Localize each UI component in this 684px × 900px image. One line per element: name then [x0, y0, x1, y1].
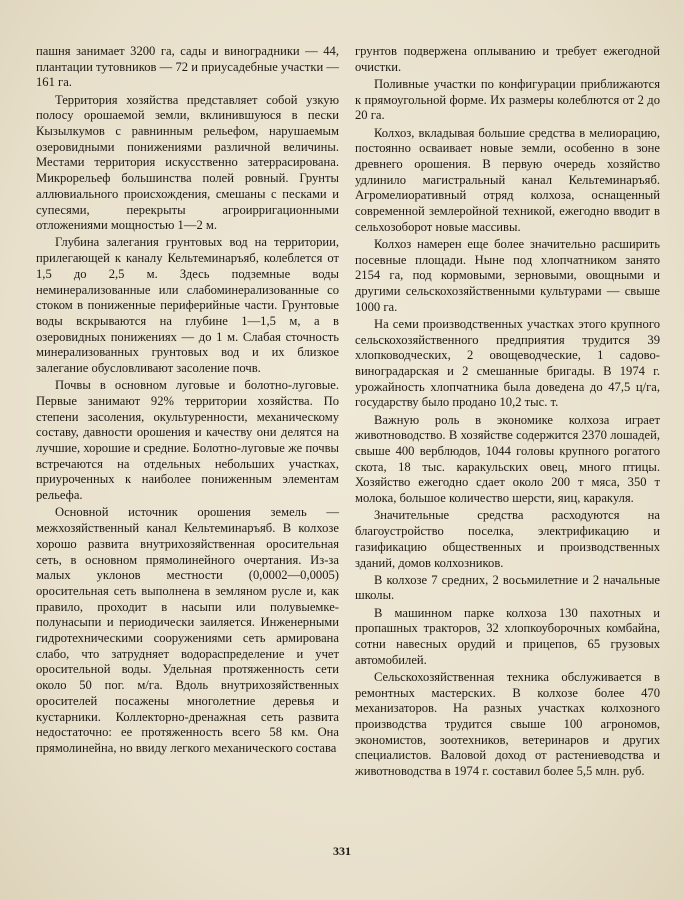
paragraph: Глубина залегания грунтовых вод на территории, прилегающей к каналу Кельтеминаръяб, колеблется от 1,5 до 2,5 м. Здесь подземные воды неминерализованные или слабоминерализованные со стоком в пониженные периферийные части. Грунтовые воды вскрываются на глубине 1—1,5 м, а в озеровидных понижениях — до 1 м. Слабая сточность минерализованных грунтовых вод и их близкое залегание обусловливают засоление почв. — [36, 235, 339, 376]
paragraph: Сельскохозяйственная техника обслуживается в ремонтных мастерских. В колхозе более 470 механизаторов. На разных участках колхозного производства трудится свыше 100 агрономов, экономистов, зоотехников, ветеринаров и других специалистов. Валовой доход от растениеводства и животноводства в 1974 г. составил более 5,5 млн. руб. — [355, 669, 660, 779]
paragraph: Поливные участки по конфигурации приближаются к прямоугольной форме. Их размеры колеблются от 2 до 20 га. — [355, 76, 660, 123]
paragraph: грунтов подвержена оплыванию и требует ежегодной очистки. — [355, 44, 660, 74]
paragraph: На семи производственных участках этого крупного сельскохозяйственного предприятия трудится 39 хлопководческих, 2 овощеводческие, 1 садово-виноградарская и 2 смешанные бригады. В 1974 г. урожайность хлопчатника была доведена до 47,5 ц/га, государству было продано 10,2 тыс. т. — [355, 316, 660, 410]
paragraph: Значительные средства расходуются на благоустройство поселка, электрификацию и газификацию общественных и производственных зданий, домов колхозников. — [355, 508, 660, 570]
paragraph: Колхоз, вкладывая большие средства в мелиорацию, постоянно осваивает новые земли, особенно в зоне древнего орошения. В первую очередь хозяйство удлинило магистральный канал Кельтеминаръяб. Агромелиоративный отряд колхоза, оснащенный современной землеройной техникой, ежегодно вводит в сельхозоборот новые массивы. — [355, 125, 660, 234]
paragraph: пашня занимает 3200 га, сады и виноградники — 44, плантации тутовников — 72 и приусадебные участки —161 га. — [36, 44, 339, 90]
paragraph: Колхоз намерен еще более значительно расширить посевные площади. Ныне под хлопчатником занято 2154 га, под кормовыми, зерновыми, овощными и другими сельскохозяйственными культурами — свыше 1000 га. — [355, 236, 660, 314]
paragraph: В машинном парке колхоза 130 пахотных и пропашных тракторов, 32 хлопкоуборочных комбайна, сотни навесных орудий и прицепов, 65 грузовых автомобилей. — [355, 605, 660, 667]
left-text-column — [36, 44, 339, 758]
paragraph: Территория хозяйства представляет собой узкую полосу орошаемой земли, вклинившуюся в пески Кызылкумов с равнинным рельефом, нарушаемым озеровидными понижениями различной величины. Местами территория искусственно затеррасирована. Микрорельеф большинства полей ровный. Грунты аллювиального происхождения, смешаны с песками и супесями, перекрыты агроирригационными отложениями мощностью 1—2 м. — [36, 92, 339, 233]
paragraph: Важную роль в экономике колхоза играет животноводство. В хозяйстве содержится 2370 лошадей, свыше 400 верблюдов, 1044 головы крупного рогатого скота, 18 тыс. каракульских овец, много птицы. Хозяйство ежегодно сдает около 200 т мяса, 350 т молока, большое количество шерсти, яиц, каракуля. — [355, 412, 660, 506]
page-number: 331 — [333, 844, 351, 858]
right-text-column — [355, 44, 660, 781]
paragraph: Почвы в основном луговые и болотно-луговые. Первые занимают 92% территории хозяйства. По степени засоления, окультуренности, механическому составу, давности орошения и качеству они делятся на лучшие, хорошие и средние. Болотно-луговые же почвы встречаются на отдельных небольших участках, приуроченных к наиболее пониженным элементам рельефа. — [36, 378, 339, 503]
paragraph: В колхозе 7 средних, 2 восьмилетние и 2 начальные школы. — [355, 572, 660, 603]
paragraph: Основной источник орошения земель — межхозяйственный канал Кельтеминаръяб. В колхозе хорошо развита внутрихозяйственная оросительная сеть, в основном прямолинейного очертания. Из-за малых уклонов местности (0,0002—0,0005) оросительная сеть выполнена в земляном русле и, как правило, проходит в насыпи или полувыемке-полунасыпи и периодически заиляется. Инженерными гидротехническими сооружениями сеть армирована слабо, что затрудняет водораспределение и учет оросительной воды. Удельная протяженность сети около 50 пог. м/га. Вдоль внутрихозяйственных оросителей посажены многолетние деревья и кустарники. Коллекторно-дренажная сеть развита недостаточно: ее протяженность всего 58 км. Она прямолинейна, но ввиду легкого механического состава — [36, 505, 339, 755]
